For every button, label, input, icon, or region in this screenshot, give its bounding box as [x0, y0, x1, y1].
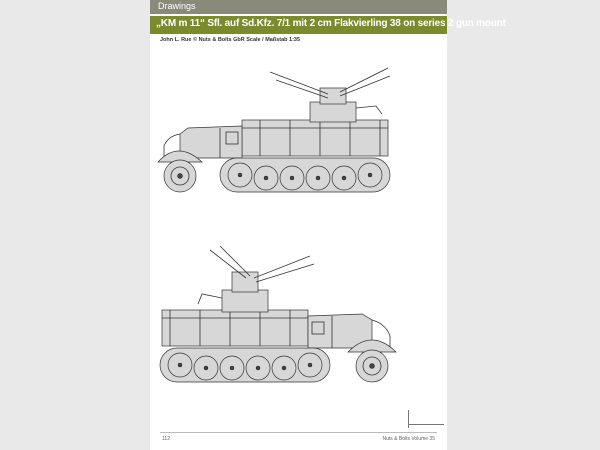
- credit-line: John L. Rue © Nuts & Bolts GbR Scale / Maßstab 1:35: [160, 37, 301, 43]
- section-label: Drawings: [158, 1, 196, 11]
- front-wheel: [164, 160, 196, 192]
- footer-divider: [160, 432, 437, 433]
- track-assembly: [160, 348, 330, 382]
- track-assembly: [220, 158, 390, 192]
- document-page: [150, 0, 506, 450]
- scale-marker: [408, 410, 409, 428]
- front-wheel: [356, 350, 388, 382]
- drawing-title: „KM m 11“ Sfl. auf Sd.Kfz. 7/1 mit 2 cm Flakvierling 38 on series 2 gun mount: [156, 18, 506, 29]
- section-header: [150, 0, 447, 14]
- title-bar: [150, 16, 506, 34]
- halftrack-body: [162, 310, 396, 352]
- flak-quad-gun-mount: [270, 68, 390, 122]
- vehicle-drawing-left-side: [150, 58, 447, 218]
- vehicle-drawing-right-side: [150, 228, 447, 428]
- page-number: 112: [162, 436, 170, 442]
- scale-bar: [408, 424, 444, 425]
- flak-quad-gun-mount: [198, 246, 314, 312]
- halftrack-body: [158, 120, 388, 162]
- publication-name: Nuts & Bolts Volume 35: [382, 436, 435, 442]
